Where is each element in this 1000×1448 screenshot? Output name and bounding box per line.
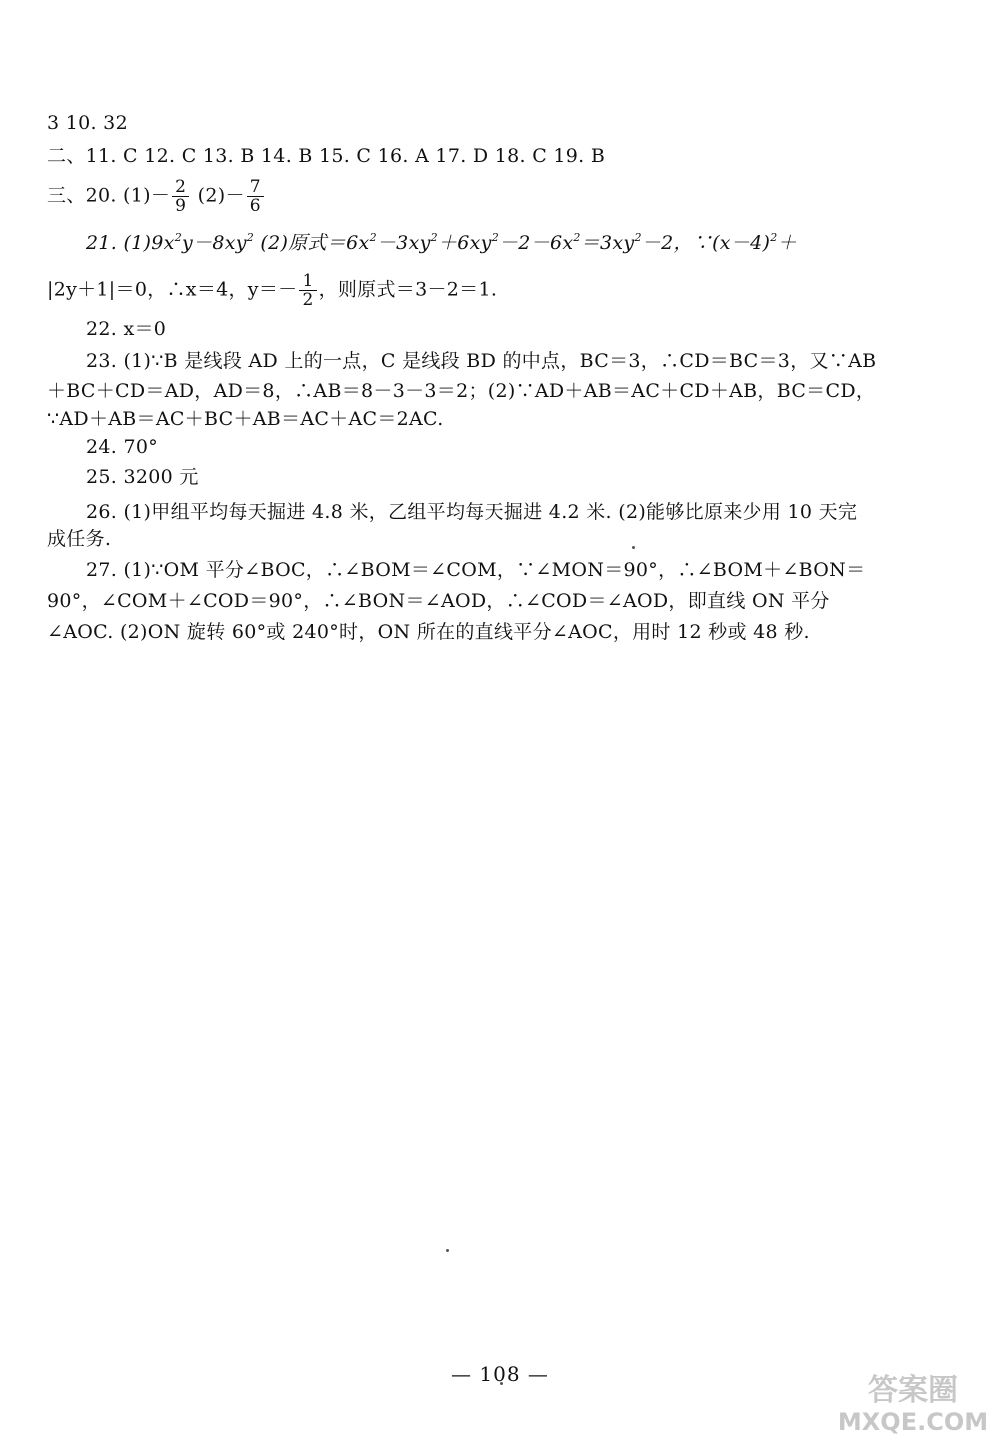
answer-line-26-cont: 成任务. <box>47 528 112 550</box>
answer-line-21 <box>86 232 797 254</box>
fraction-denominator: 2 <box>299 290 316 309</box>
svg-text:MXQE.COM: MXQE.COM <box>838 1408 988 1436</box>
fraction-numerator: 1 <box>302 271 314 291</box>
exponent: 2 <box>491 231 499 244</box>
fraction-7-6 <box>247 178 264 215</box>
answer-line-27: 27. (1)∵OM 平分∠BOC，∴∠BOM＝∠COM，∵∠MON＝90°，∴∠BOM＋∠BON＝ <box>86 559 866 581</box>
seg: －3xy <box>376 232 431 254</box>
svg-text:答案圈: 答案圈 <box>868 1373 958 1408</box>
seg: －2，∵(x－4) <box>641 232 771 254</box>
seg: ＝3xy <box>580 232 635 254</box>
exponent: 2 <box>430 231 438 244</box>
exponent: 2 <box>770 231 778 244</box>
fraction-denominator: 6 <box>247 196 264 215</box>
seg: ＋ <box>777 232 797 254</box>
answer-line-multiple-choice: 二、11. C 12. C 13. B 14. B 15. C 16. A 17. D 18. C 19. B <box>47 145 606 167</box>
answer-line-23-cont: ＋BC＋CD＝AD，AD＝8，∴AB＝8－3－3＝2；(2)∵AD＋AB＝AC＋CD＋AB，BC＝CD， <box>47 380 876 402</box>
fraction-1-2 <box>299 272 316 309</box>
exponent: 2 <box>369 231 377 244</box>
answer-line-22: 22. x＝0 <box>86 318 167 340</box>
answer-line-23-cont2: ∵AD＋AB＝AC＋BC＋AB＝AC＋AC＝2AC. <box>47 408 444 430</box>
answer-line-24: 24. 70° <box>86 436 159 458</box>
seg: (2)原式＝6x <box>254 232 370 254</box>
answer-line-21-cont <box>47 272 497 309</box>
fraction-denominator: 9 <box>172 196 189 215</box>
fraction-numerator: 2 <box>175 177 187 197</box>
exponent: 2 <box>573 231 581 244</box>
answer-20-part-b: (2)－ <box>191 184 245 207</box>
answer-line-27-cont: 90°，∠COM＋∠COD＝90°，∴∠BON＝∠AOD，∴∠COD＝∠AOD，即直线 ON 平分 <box>47 590 830 612</box>
fraction-2-9 <box>172 178 189 215</box>
seg: －2－6x <box>499 232 574 254</box>
exponent: 2 <box>634 231 642 244</box>
answer-line-27-cont2: ∠AOC. (2)ON 旋转 60°或 240°时，ON 所在的直线平分∠AOC，用时 12 秒或 48 秒. <box>47 621 810 643</box>
seg: y－8xy <box>182 232 247 254</box>
answer-line-26: 26. (1)甲组平均每天掘进 4.8 米，乙组平均每天掘进 4.2 米. (2)能够比原来少用 10 天完 <box>86 501 858 523</box>
exponent: 2 <box>246 231 255 244</box>
answer-line-20 <box>47 178 266 215</box>
fraction-numerator: 7 <box>249 177 261 197</box>
watermark-logo <box>838 1368 988 1438</box>
speck <box>632 546 635 549</box>
answer-line-23: 23. (1)∵B 是线段 AD 上的一点，C 是线段 BD 的中点，BC＝3，∴CD＝BC＝3，又∵AB <box>86 350 877 372</box>
seg: ，则原式＝3－2＝1. <box>318 278 498 301</box>
seg: ＋6xy <box>437 232 492 254</box>
answer-line-25: 25. 3200 元 <box>86 466 199 488</box>
seg: |2y＋1|＝0，∴x＝4，y＝－ <box>47 278 298 301</box>
speck <box>446 1249 449 1252</box>
exponent: 2 <box>174 231 182 244</box>
answer-20-part-a: 三、20. (1)－ <box>47 184 171 207</box>
page-number: — 108 — <box>451 1362 549 1386</box>
answer-line-0: 3 10. 32 <box>47 112 128 134</box>
seg: 21. (1)9x <box>86 232 175 254</box>
